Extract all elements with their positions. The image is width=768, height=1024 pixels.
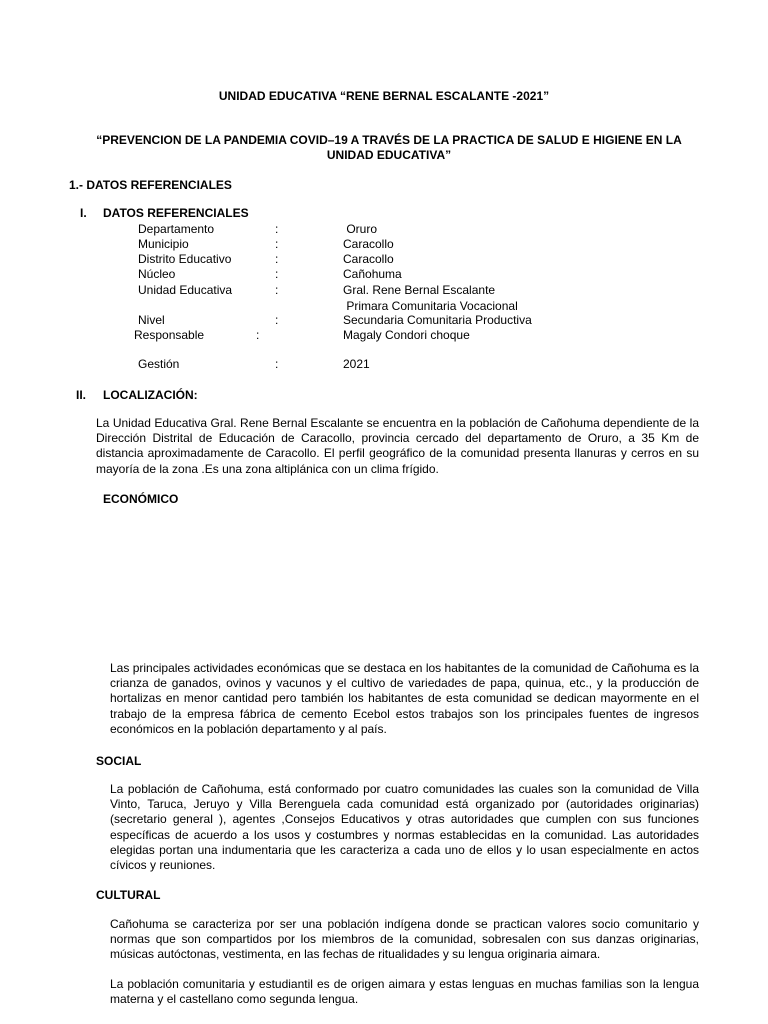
reference-colon: : <box>275 283 279 297</box>
document-title: UNIDAD EDUCATIVA “RENE BERNAL ESCALANTE -2021” <box>218 89 550 103</box>
reference-value: 2021 <box>343 357 370 371</box>
social-paragraph: La población de Cañohuma, está conformado por cuatro comunidades las cuales son la comunidad de Villa Vinto, Taruca, Jeruyo y Villa Berenguela cada comunidad está organizado por (autoridades originarias) (secretario general ), agentes ,Consejos Educativos y otras autoridades que cumplen con sus funciones específicas de acuerdo a los usos y costumbres y normas establecidas en la comunidad. Las autoridades elegidas portan una indumentaria que les caracteriza a cada uno de ellos y lo usan especialmente en actos cívicos y reuniones. <box>110 782 699 873</box>
reference-value-continuation: Primara Comunitaria Vocacional <box>343 299 518 313</box>
reference-label: Distrito Educativo <box>138 252 232 266</box>
cultural-heading: CULTURAL <box>96 888 161 902</box>
reference-colon: : <box>275 267 279 281</box>
document-subtitle-line2: UNIDAD EDUCATIVA” <box>326 148 452 162</box>
reference-label: Núcleo <box>138 267 176 281</box>
reference-colon: : <box>275 357 279 371</box>
cultural-paragraph-1: Cañohuma se caracteriza por ser una población indígena donde se practican valores socio comunitario y normas que son compartidos por los miembros de la comunidad, sobresalen con sus danzas originarias, músicas autóctonas, vestimenta, en las fechas de ritualidades y su lengua originaria aimara. <box>110 917 699 962</box>
reference-label: Nivel <box>138 313 165 327</box>
document-subtitle-line1: “PREVENCION DE LA PANDEMIA COVID–19 A TRAVÉS DE LA PRACTICA DE SALUD E HIGIENE EN LA <box>96 133 682 147</box>
reference-value: Caracollo <box>343 252 394 266</box>
reference-value: Gral. Rene Bernal Escalante <box>343 283 496 297</box>
reference-value: Cañohuma <box>343 267 402 281</box>
section-1-heading: 1.- DATOS REFERENCIALES <box>69 178 232 192</box>
section-II-numeral: II. <box>76 388 87 402</box>
reference-colon: : <box>256 328 260 342</box>
economico-paragraph: Las principales actividades económicas que se destaca en los habitantes de la comunidad de Cañohuma es la crianza de ganados, ovinos y vacunos y el cultivo de variedades de papa, quinua, etc., y la producción de hortalizas en menor cantidad pero también los habitantes de esta comunidad se dedican mayormente en el trabajo de la empresa fábrica de cemento Ecebol estos trabajos son los principales fuentes de ingresos económicos en la población departamento y al país. <box>110 661 699 736</box>
reference-colon: : <box>275 222 279 236</box>
reference-value: Magaly Condori choque <box>343 328 470 342</box>
section-I-numeral: I. <box>80 206 87 220</box>
reference-label: Unidad Educativa <box>138 283 233 297</box>
section-I-heading: DATOS REFERENCIALES <box>103 206 249 220</box>
reference-label: Responsable <box>134 328 205 342</box>
localization-paragraph: La Unidad Educativa Gral. Rene Bernal Escalante se encuentra en la población de Cañohuma dependiente de la Dirección Distrital de Educación de Caracollo, provincia cercado del departamento de Oruro, a 35 Km de distancia aproximadamente de Caracollo. El perfil geográfico de la comunidad presenta llanuras y cerros en su mayoría de la zona .Es una zona altiplánica con un clima frígido. <box>96 416 699 476</box>
reference-value: Secundaria Comunitaria Productiva <box>343 313 532 327</box>
reference-colon: : <box>275 313 279 327</box>
section-II-heading: LOCALIZACIÓN: <box>103 388 198 402</box>
reference-label: Municipio <box>138 237 189 251</box>
economico-heading: ECONÓMICO <box>103 492 179 506</box>
reference-label: Departamento <box>138 222 215 236</box>
reference-value: Caracollo <box>343 237 394 251</box>
reference-colon: : <box>275 237 279 251</box>
reference-value: Oruro <box>343 222 378 236</box>
reference-label: Gestión <box>138 357 180 371</box>
social-heading: SOCIAL <box>96 754 142 768</box>
cultural-paragraph-2: La población comunitaria y estudiantil es de origen aimara y estas lenguas en muchas familias son la lengua materna y el castellano como segunda lengua. <box>110 977 699 1007</box>
reference-colon: : <box>275 252 279 266</box>
